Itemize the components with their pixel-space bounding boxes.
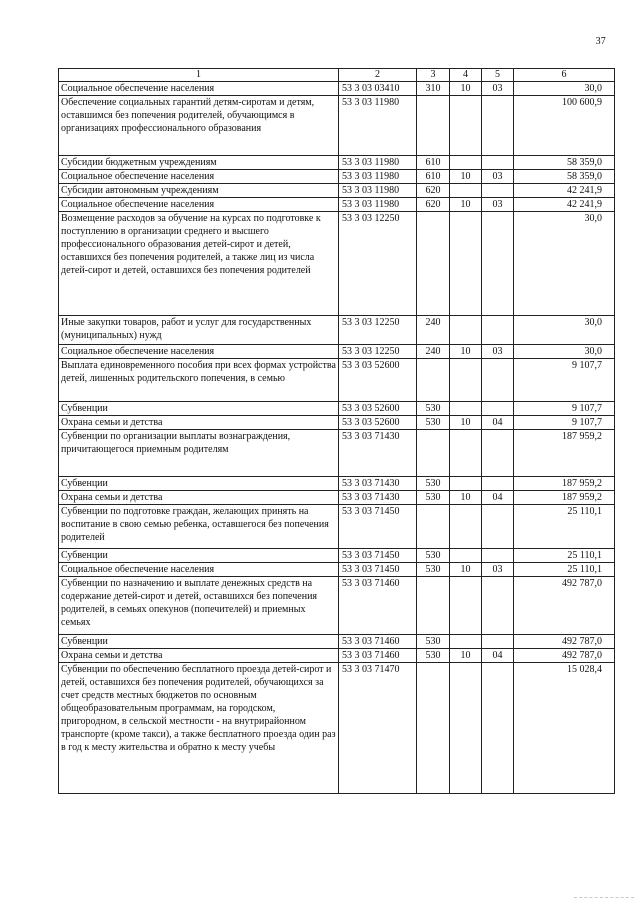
row-amount: 492 787,0 bbox=[514, 649, 615, 663]
row-name: Субвенции bbox=[59, 477, 339, 491]
row-amount: 58 359,0 bbox=[514, 156, 615, 170]
row-rz: 10 bbox=[450, 416, 482, 430]
row-amount: 25 110,1 bbox=[514, 505, 615, 549]
row-rz: 10 bbox=[450, 649, 482, 663]
row-vr bbox=[417, 663, 450, 794]
header-cell-amount: 6 bbox=[514, 69, 615, 82]
row-pr: 03 bbox=[482, 563, 514, 577]
row-code: 53 3 03 52600 bbox=[339, 416, 417, 430]
row-rz bbox=[450, 663, 482, 794]
row-code: 53 3 03 71460 bbox=[339, 577, 417, 635]
row-pr: 04 bbox=[482, 649, 514, 663]
row-rz bbox=[450, 156, 482, 170]
row-vr: 310 bbox=[417, 82, 450, 96]
table-body bbox=[59, 82, 615, 794]
row-pr bbox=[482, 184, 514, 198]
row-rz: 10 bbox=[450, 345, 482, 359]
header-cell-vr: 3 bbox=[417, 69, 450, 82]
row-pr bbox=[482, 96, 514, 156]
row-name: Субвенции bbox=[59, 402, 339, 416]
row-amount: 30,0 bbox=[514, 316, 615, 345]
table-row bbox=[59, 491, 615, 505]
row-code: 53 3 03 12250 bbox=[339, 345, 417, 359]
row-code: 53 3 03 12250 bbox=[339, 316, 417, 345]
row-code: 53 3 03 71460 bbox=[339, 649, 417, 663]
row-vr bbox=[417, 430, 450, 477]
row-rz bbox=[450, 577, 482, 635]
table-row bbox=[59, 663, 615, 794]
row-pr bbox=[482, 635, 514, 649]
table-row bbox=[59, 316, 615, 345]
row-rz bbox=[450, 430, 482, 477]
row-pr bbox=[482, 505, 514, 549]
row-code: 53 3 03 71470 bbox=[339, 663, 417, 794]
row-amount: 187 959,2 bbox=[514, 491, 615, 505]
row-code: 53 3 03 11980 bbox=[339, 170, 417, 184]
row-pr bbox=[482, 402, 514, 416]
row-amount: 25 110,1 bbox=[514, 549, 615, 563]
header-cell-rz: 4 bbox=[450, 69, 482, 82]
row-code: 53 3 03 71430 bbox=[339, 477, 417, 491]
row-amount: 187 959,2 bbox=[514, 477, 615, 491]
row-name: Социальное обеспечение населения bbox=[59, 198, 339, 212]
row-name: Субвенции по обеспечению бесплатного проезда детей-сирот и детей, оставшихся без попечения родителей, обучающихся за счет средств местных бюджетов по основным общеобразовательным программам, на городском, пригородном, в сельской местности - на внутрирайонном транспорте (кроме такси), а также бесплатного проезда один раз в год к месту жительства и обратно к месту учебы bbox=[59, 663, 339, 794]
row-rz bbox=[450, 184, 482, 198]
row-pr bbox=[482, 577, 514, 635]
table-row bbox=[59, 635, 615, 649]
row-amount: 30,0 bbox=[514, 345, 615, 359]
row-amount: 9 107,7 bbox=[514, 402, 615, 416]
row-vr: 610 bbox=[417, 156, 450, 170]
header-cell-pr: 5 bbox=[482, 69, 514, 82]
row-name: Социальное обеспечение населения bbox=[59, 170, 339, 184]
row-vr: 620 bbox=[417, 198, 450, 212]
table-row bbox=[59, 359, 615, 402]
row-code: 53 3 03 12250 bbox=[339, 212, 417, 316]
row-pr bbox=[482, 316, 514, 345]
row-vr bbox=[417, 359, 450, 402]
row-name: Социальное обеспечение населения bbox=[59, 345, 339, 359]
row-amount: 100 600,9 bbox=[514, 96, 615, 156]
row-rz: 10 bbox=[450, 198, 482, 212]
page-number: 37 bbox=[595, 36, 606, 47]
row-amount: 42 241,9 bbox=[514, 198, 615, 212]
row-rz bbox=[450, 359, 482, 402]
table-header bbox=[59, 69, 615, 82]
row-name: Субвенции по назначению и выплате денежных средств на содержание детей-сирот и детей, оставшихся без попечения родителей, в семьях опекунов (попечителей) и приемных семьях bbox=[59, 577, 339, 635]
row-pr: 04 bbox=[482, 491, 514, 505]
row-code: 53 3 03 71450 bbox=[339, 563, 417, 577]
table-row bbox=[59, 198, 615, 212]
table-row bbox=[59, 649, 615, 663]
row-vr bbox=[417, 212, 450, 316]
row-name: Субвенции bbox=[59, 549, 339, 563]
table-row bbox=[59, 577, 615, 635]
table-row bbox=[59, 184, 615, 198]
row-name: Обеспечение социальных гарантий детям-сиротам и детям, оставшимся без попечения родителей, обучающимся в организациях профессионального образования bbox=[59, 96, 339, 156]
row-vr: 620 bbox=[417, 184, 450, 198]
row-pr bbox=[482, 212, 514, 316]
row-code: 53 3 03 52600 bbox=[339, 359, 417, 402]
row-amount: 492 787,0 bbox=[514, 577, 615, 635]
table-row bbox=[59, 505, 615, 549]
row-name: Субвенции bbox=[59, 635, 339, 649]
row-rz bbox=[450, 212, 482, 316]
row-name: Охрана семьи и детства bbox=[59, 649, 339, 663]
row-rz bbox=[450, 316, 482, 345]
row-vr: 610 bbox=[417, 170, 450, 184]
row-name: Охрана семьи и детства bbox=[59, 416, 339, 430]
row-code: 53 3 03 52600 bbox=[339, 402, 417, 416]
row-vr: 530 bbox=[417, 635, 450, 649]
row-pr bbox=[482, 663, 514, 794]
row-rz bbox=[450, 96, 482, 156]
row-name: Иные закупки товаров, работ и услуг для государственных (муниципальных) нужд bbox=[59, 316, 339, 345]
row-amount: 15 028,4 bbox=[514, 663, 615, 794]
table-row bbox=[59, 430, 615, 477]
row-rz: 10 bbox=[450, 170, 482, 184]
row-code: 53 3 03 11980 bbox=[339, 156, 417, 170]
row-vr: 530 bbox=[417, 402, 450, 416]
row-pr bbox=[482, 156, 514, 170]
row-pr: 03 bbox=[482, 170, 514, 184]
row-rz bbox=[450, 477, 482, 491]
row-vr: 530 bbox=[417, 649, 450, 663]
row-code: 53 3 03 11980 bbox=[339, 96, 417, 156]
row-vr: 240 bbox=[417, 345, 450, 359]
row-pr: 04 bbox=[482, 416, 514, 430]
row-pr bbox=[482, 359, 514, 402]
row-pr bbox=[482, 477, 514, 491]
row-vr: 530 bbox=[417, 549, 450, 563]
row-amount: 25 110,1 bbox=[514, 563, 615, 577]
row-code: 53 3 03 71450 bbox=[339, 549, 417, 563]
row-amount: 58 359,0 bbox=[514, 170, 615, 184]
row-pr: 03 bbox=[482, 198, 514, 212]
row-vr: 530 bbox=[417, 563, 450, 577]
row-amount: 187 959,2 bbox=[514, 430, 615, 477]
row-vr: 530 bbox=[417, 491, 450, 505]
row-rz: 10 bbox=[450, 563, 482, 577]
scan-artifact bbox=[574, 897, 634, 899]
row-pr: 03 bbox=[482, 345, 514, 359]
table-row bbox=[59, 345, 615, 359]
table-row bbox=[59, 82, 615, 96]
row-rz: 10 bbox=[450, 491, 482, 505]
row-pr bbox=[482, 430, 514, 477]
row-vr: 530 bbox=[417, 416, 450, 430]
header-cell-code: 2 bbox=[339, 69, 417, 82]
row-amount: 30,0 bbox=[514, 82, 615, 96]
row-code: 53 3 03 71460 bbox=[339, 635, 417, 649]
row-pr bbox=[482, 549, 514, 563]
row-amount: 492 787,0 bbox=[514, 635, 615, 649]
row-name: Субсидии бюджетным учреждениям bbox=[59, 156, 339, 170]
table-row bbox=[59, 170, 615, 184]
table-row bbox=[59, 212, 615, 316]
row-name: Социальное обеспечение населения bbox=[59, 563, 339, 577]
row-amount: 9 107,7 bbox=[514, 359, 615, 402]
row-amount: 30,0 bbox=[514, 212, 615, 316]
row-rz bbox=[450, 635, 482, 649]
table-row bbox=[59, 563, 615, 577]
header-row bbox=[59, 69, 615, 82]
row-name: Субвенции по организации выплаты вознаграждения, причитающегося приемным родителям bbox=[59, 430, 339, 477]
table-row bbox=[59, 96, 615, 156]
table-row bbox=[59, 416, 615, 430]
row-rz bbox=[450, 402, 482, 416]
row-rz bbox=[450, 549, 482, 563]
row-code: 53 3 03 71430 bbox=[339, 430, 417, 477]
table-row bbox=[59, 156, 615, 170]
row-vr bbox=[417, 505, 450, 549]
row-code: 53 3 03 11980 bbox=[339, 198, 417, 212]
table-row bbox=[59, 477, 615, 491]
row-code: 53 3 03 11980 bbox=[339, 184, 417, 198]
table-row bbox=[59, 549, 615, 563]
row-name: Субсидии автономным учреждениям bbox=[59, 184, 339, 198]
row-vr bbox=[417, 577, 450, 635]
row-code: 53 3 03 03410 bbox=[339, 82, 417, 96]
row-name: Выплата единовременного пособия при всех формах устройства детей, лишенных родительского попечения, в семью bbox=[59, 359, 339, 402]
row-amount: 9 107,7 bbox=[514, 416, 615, 430]
row-name: Социальное обеспечение населения bbox=[59, 82, 339, 96]
row-name: Охрана семьи и детства bbox=[59, 491, 339, 505]
row-amount: 42 241,9 bbox=[514, 184, 615, 198]
table-row bbox=[59, 402, 615, 416]
row-name: Субвенции по подготовке граждан, желающих принять на воспитание в свою семью ребенка, оставшегося без попечения родителей bbox=[59, 505, 339, 549]
budget-table bbox=[58, 68, 615, 794]
row-name: Возмещение расходов за обучение на курсах по подготовке к поступлению в организации среднего и высшего профессионального образования детей-сирот и детей, оставшихся без попечения родителей, а также лиц из числа детей-сирот и детей, оставшихся без попечения родителей bbox=[59, 212, 339, 316]
row-vr: 530 bbox=[417, 477, 450, 491]
row-code: 53 3 03 71450 bbox=[339, 505, 417, 549]
header-cell-name: 1 bbox=[59, 69, 339, 82]
row-pr: 03 bbox=[482, 82, 514, 96]
row-code: 53 3 03 71430 bbox=[339, 491, 417, 505]
row-vr: 240 bbox=[417, 316, 450, 345]
row-rz bbox=[450, 505, 482, 549]
row-rz: 10 bbox=[450, 82, 482, 96]
row-vr bbox=[417, 96, 450, 156]
